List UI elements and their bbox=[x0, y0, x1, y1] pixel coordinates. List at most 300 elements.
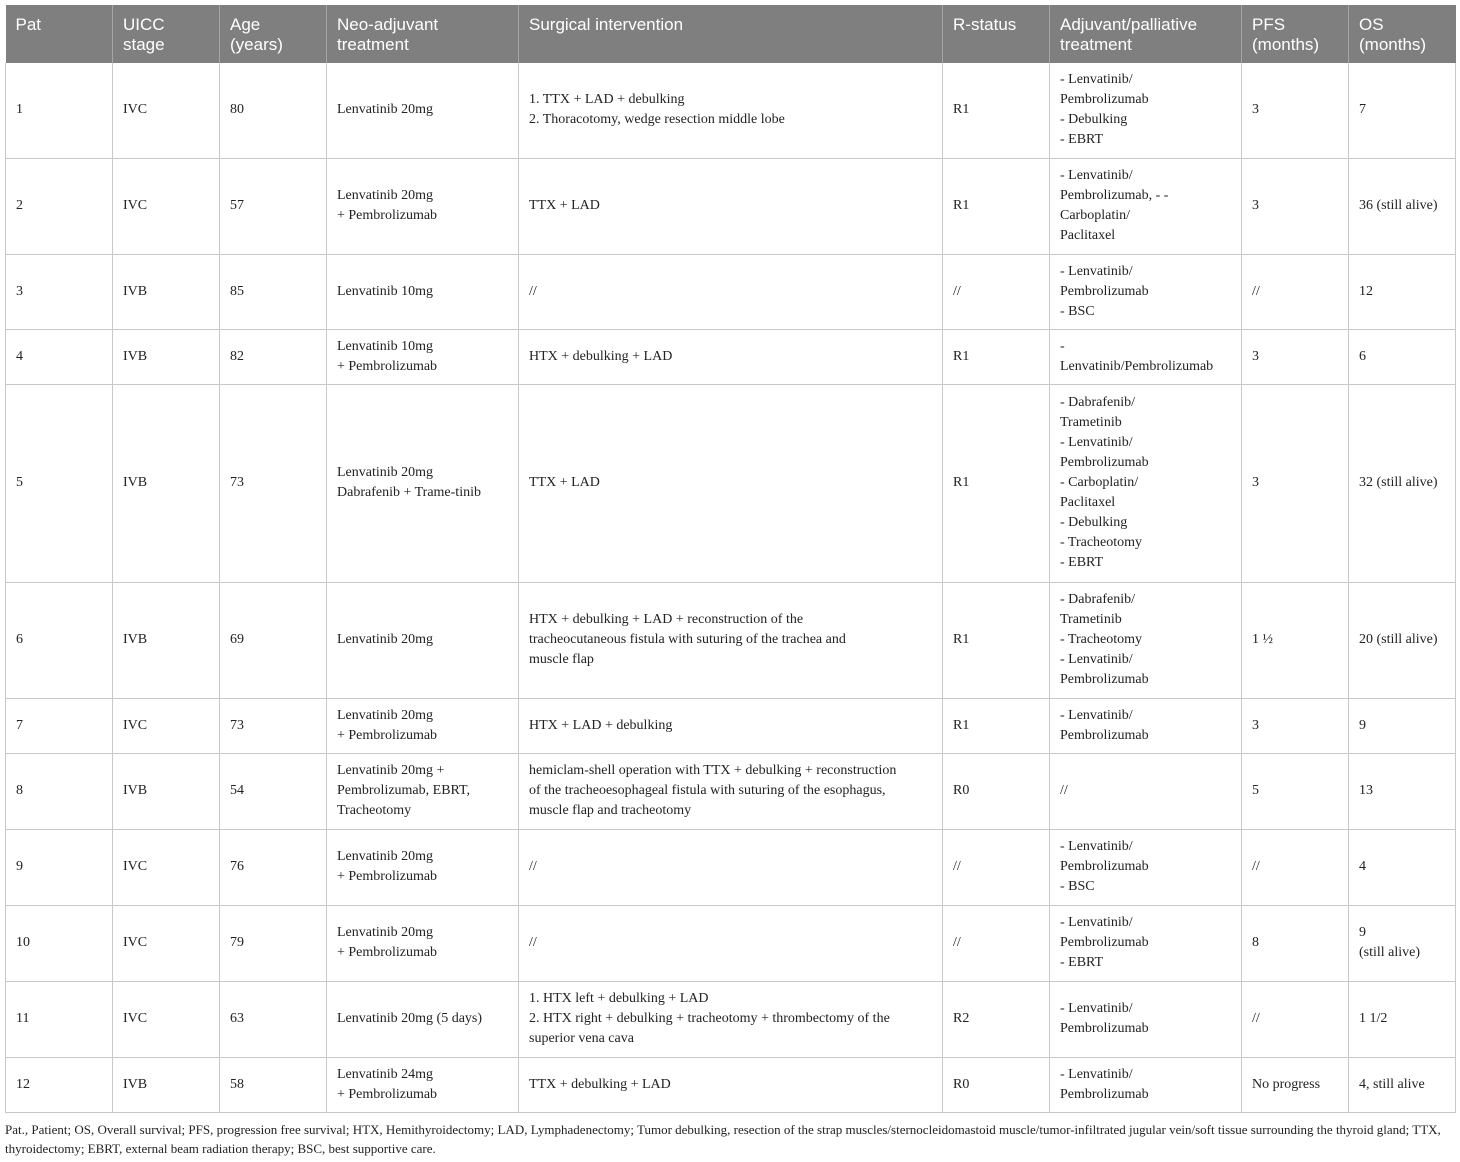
table-cell bbox=[1349, 1057, 1456, 1112]
cell-text: IVC bbox=[123, 102, 148, 118]
cell-text: // bbox=[529, 859, 537, 874]
cell-text: - Lenvatinib/ bbox=[1060, 707, 1133, 723]
table-cell bbox=[1349, 384, 1456, 582]
cell-text: // bbox=[529, 935, 537, 950]
cell-text: (still alive) bbox=[1359, 945, 1421, 960]
table-cell bbox=[327, 1057, 519, 1112]
header-text: R-status bbox=[953, 15, 1017, 34]
table-cell bbox=[6, 384, 113, 582]
table-cell bbox=[1349, 981, 1456, 1057]
cell-text: - Debulking bbox=[1060, 515, 1128, 530]
cell-text: Dabrafenib + Trame-tinib bbox=[337, 485, 481, 500]
cell-text: - BSC bbox=[1060, 879, 1095, 894]
cell-text: HTX + debulking + LAD + reconstruction of the bbox=[529, 612, 804, 627]
table-cell bbox=[1349, 698, 1456, 753]
table-cell bbox=[943, 698, 1050, 753]
cell-text: 9 bbox=[1359, 925, 1366, 940]
header-text: (months) bbox=[1252, 35, 1320, 54]
table-cell bbox=[1242, 158, 1349, 254]
cell-text: 11 bbox=[16, 1011, 30, 1026]
cell-text: 7 bbox=[16, 717, 23, 733]
cell-text: Lenvatinib 20mg bbox=[337, 465, 434, 480]
table-cell bbox=[113, 829, 220, 905]
table-cell bbox=[1349, 158, 1456, 254]
table-cell bbox=[220, 384, 327, 582]
table-cell bbox=[519, 753, 943, 829]
cell-text: - Lenvatinib/ bbox=[1060, 435, 1133, 450]
table-cell bbox=[1050, 1057, 1242, 1112]
cell-text: - Lenvatinib/ bbox=[1060, 72, 1133, 88]
table-cell bbox=[327, 63, 519, 158]
cell-text: IVB bbox=[123, 348, 148, 364]
cell-text: No progress bbox=[1252, 1076, 1321, 1092]
cell-text: 3 bbox=[1252, 717, 1259, 733]
table-cell bbox=[519, 254, 943, 329]
table-cell bbox=[1050, 905, 1242, 981]
table-cell bbox=[1242, 384, 1349, 582]
cell-text: 36 (still alive) bbox=[1359, 198, 1438, 213]
cell-text: // bbox=[953, 859, 961, 874]
table-cell bbox=[6, 753, 113, 829]
cell-text: R1 bbox=[953, 475, 970, 490]
patient-table bbox=[5, 5, 1456, 1113]
cell-text: Lenvatinib 10mg bbox=[337, 338, 434, 354]
table-cell bbox=[113, 582, 220, 698]
cell-text: tracheocutaneous fistula with suturing of the trachea and bbox=[529, 632, 846, 647]
table-cell bbox=[943, 1057, 1050, 1112]
table-cell bbox=[1349, 905, 1456, 981]
cell-text: hemiclam-shell operation with TTX + debulking + reconstruction bbox=[529, 763, 897, 778]
table-cell bbox=[1242, 905, 1349, 981]
cell-text: Pembrolizumab bbox=[1060, 727, 1149, 743]
cell-text: IVC bbox=[123, 1011, 148, 1026]
table-cell bbox=[113, 384, 220, 582]
cell-text: Pembrolizumab bbox=[1060, 672, 1149, 687]
cell-text: - Tracheotomy bbox=[1060, 632, 1143, 647]
cell-text: 1. TTX + LAD + debulking bbox=[529, 92, 685, 108]
table-row bbox=[6, 829, 1456, 905]
header-text: treatment bbox=[1060, 35, 1132, 54]
header-text: PFS bbox=[1252, 15, 1286, 34]
table-cell bbox=[113, 329, 220, 384]
table-cell bbox=[220, 1057, 327, 1112]
cell-text: Lenvatinib 20mg bbox=[337, 925, 434, 940]
cell-text: Lenvatinib/Pembrolizumab bbox=[1060, 358, 1214, 374]
cell-text: Lenvatinib 20mg bbox=[337, 632, 434, 647]
cell-text: Tracheotomy bbox=[337, 803, 412, 818]
cell-text: - Tracheotomy bbox=[1060, 535, 1143, 550]
cell-text: TTX + LAD bbox=[529, 475, 600, 490]
table-cell bbox=[220, 254, 327, 329]
table-cell bbox=[943, 384, 1050, 582]
cell-text: 12 bbox=[1359, 283, 1373, 299]
cell-text: 4 bbox=[16, 348, 23, 364]
column-header bbox=[113, 5, 220, 63]
cell-text: - Dabrafenib/ bbox=[1060, 395, 1136, 410]
cell-text: 58 bbox=[230, 1076, 244, 1092]
cell-text: 8 bbox=[16, 783, 23, 798]
table-cell bbox=[519, 829, 943, 905]
table-cell bbox=[327, 158, 519, 254]
cell-text: - Lenvatinib/ bbox=[1060, 839, 1133, 854]
cell-text: Pembrolizumab bbox=[1060, 455, 1149, 470]
table-cell bbox=[1050, 582, 1242, 698]
cell-text: 73 bbox=[230, 475, 244, 490]
column-header bbox=[220, 5, 327, 63]
cell-text: Lenvatinib 20mg bbox=[337, 102, 434, 118]
table-cell bbox=[1050, 158, 1242, 254]
table-cell bbox=[1349, 829, 1456, 905]
table-cell bbox=[943, 582, 1050, 698]
table-cell bbox=[1242, 698, 1349, 753]
table-cell bbox=[1050, 254, 1242, 329]
cell-text: // bbox=[953, 283, 961, 299]
cell-text: Lenvatinib 10mg bbox=[337, 283, 434, 299]
cell-text: - EBRT bbox=[1060, 555, 1104, 570]
cell-text: R1 bbox=[953, 102, 970, 118]
column-header bbox=[519, 5, 943, 63]
table-row bbox=[6, 1057, 1456, 1112]
cell-text: + Pembrolizumab bbox=[337, 727, 438, 743]
cell-text: - Lenvatinib/ bbox=[1060, 915, 1133, 930]
cell-text: // bbox=[1060, 783, 1068, 798]
table-cell bbox=[1242, 254, 1349, 329]
table-cell bbox=[6, 1057, 113, 1112]
header-row bbox=[6, 5, 1456, 63]
table-cell bbox=[1242, 753, 1349, 829]
table-body bbox=[6, 63, 1456, 1112]
cell-text: // bbox=[1252, 1011, 1260, 1026]
table-cell bbox=[113, 254, 220, 329]
table-cell bbox=[1242, 829, 1349, 905]
table-cell bbox=[6, 698, 113, 753]
table-footnote: Pat., Patient; OS, Overall survival; PFS, progression free survival; HTX, Hemithyroidectomy; LAD, Lymphadenectomy; Tumor debulking, resection of the strap muscles/sternocleidomastoid muscle/tumor-infiltrated jugular vein/soft tissue surrounding the thyroid gland; TTX, thyroidectomy; EBRT, external beam radiation therapy; BSC, best supportive care. bbox=[5, 1122, 1441, 1156]
cell-text: 9 bbox=[16, 859, 23, 874]
cell-text: Lenvatinib 20mg bbox=[337, 707, 434, 723]
table-row bbox=[6, 254, 1456, 329]
cell-text: Carboplatin/ bbox=[1060, 208, 1130, 223]
cell-text: 3 bbox=[1252, 198, 1259, 213]
column-header bbox=[1242, 5, 1349, 63]
cell-text: 82 bbox=[230, 348, 244, 364]
cell-text: Lenvatinib 24mg bbox=[337, 1066, 434, 1082]
cell-text: 9 bbox=[1359, 717, 1366, 733]
cell-text: Lenvatinib 20mg bbox=[337, 188, 434, 203]
table-cell bbox=[1242, 582, 1349, 698]
cell-text: 2 bbox=[16, 198, 23, 213]
cell-text: 85 bbox=[230, 283, 244, 299]
cell-text: - Dabrafenib/ bbox=[1060, 592, 1136, 607]
cell-text: Pembrolizumab, EBRT, bbox=[337, 783, 471, 798]
cell-text: Pembrolizumab bbox=[1060, 1021, 1149, 1036]
cell-text: 76 bbox=[230, 859, 244, 874]
cell-text: IVC bbox=[123, 935, 148, 950]
cell-text: HTX + debulking + LAD bbox=[529, 348, 673, 364]
header-text: treatment bbox=[337, 35, 409, 54]
cell-text: R1 bbox=[953, 717, 970, 733]
table-cell bbox=[519, 63, 943, 158]
table-row bbox=[6, 329, 1456, 384]
cell-text: // bbox=[529, 283, 537, 299]
cell-text: 63 bbox=[230, 1011, 244, 1026]
table-cell bbox=[220, 753, 327, 829]
header-text: Pat bbox=[15, 15, 42, 34]
cell-text: 10 bbox=[16, 935, 30, 950]
cell-text: 1 bbox=[16, 102, 23, 118]
table-cell bbox=[519, 582, 943, 698]
cell-text: 73 bbox=[230, 717, 244, 733]
table-row bbox=[6, 753, 1456, 829]
table-cell bbox=[943, 905, 1050, 981]
table-cell bbox=[327, 384, 519, 582]
cell-text: Trametinib bbox=[1060, 415, 1122, 430]
cell-text: - Lenvatinib/ bbox=[1060, 168, 1133, 183]
cell-text: - EBRT bbox=[1060, 132, 1104, 148]
cell-text: 3 bbox=[1252, 475, 1259, 490]
table-cell bbox=[943, 829, 1050, 905]
cell-text: 1 1/2 bbox=[1359, 1011, 1388, 1026]
header-text: (months) bbox=[1359, 35, 1427, 54]
cell-text: 3 bbox=[16, 283, 23, 299]
cell-text: - bbox=[1060, 338, 1065, 354]
table-row bbox=[6, 158, 1456, 254]
table-cell bbox=[1349, 329, 1456, 384]
table-cell bbox=[6, 905, 113, 981]
table-cell bbox=[519, 384, 943, 582]
column-header bbox=[327, 5, 519, 63]
table-cell bbox=[6, 582, 113, 698]
cell-text: + Pembrolizumab bbox=[337, 945, 438, 960]
table-cell bbox=[113, 981, 220, 1057]
table-cell bbox=[1242, 981, 1349, 1057]
table-cell bbox=[6, 329, 113, 384]
table-cell bbox=[220, 698, 327, 753]
table-cell bbox=[519, 329, 943, 384]
cell-text: 5 bbox=[16, 475, 23, 490]
table-row bbox=[6, 63, 1456, 158]
header-text: Surgical intervention bbox=[529, 15, 684, 34]
table-cell bbox=[327, 829, 519, 905]
cell-text: + Pembrolizumab bbox=[337, 869, 438, 884]
cell-text: 20 (still alive) bbox=[1359, 632, 1438, 647]
cell-text: // bbox=[1252, 859, 1260, 874]
cell-text: - Debulking bbox=[1060, 112, 1128, 128]
cell-text: - Lenvatinib/ bbox=[1060, 652, 1133, 667]
cell-text: R0 bbox=[953, 1076, 970, 1092]
cell-text: 3 bbox=[1252, 348, 1259, 364]
cell-text: - Lenvatinib/ bbox=[1060, 263, 1133, 279]
table-cell bbox=[943, 329, 1050, 384]
cell-text: R1 bbox=[953, 198, 970, 213]
table-cell bbox=[6, 981, 113, 1057]
cell-text: Pembrolizumab bbox=[1060, 935, 1149, 950]
table-cell bbox=[1050, 698, 1242, 753]
header-text: stage bbox=[123, 35, 165, 54]
header-text: Neo-adjuvant bbox=[337, 15, 439, 34]
table-cell bbox=[6, 63, 113, 158]
table-row bbox=[6, 582, 1456, 698]
cell-text: muscle flap bbox=[529, 652, 594, 667]
table-cell bbox=[220, 829, 327, 905]
cell-text: Lenvatinib 20mg + bbox=[337, 763, 445, 778]
table-cell bbox=[220, 158, 327, 254]
cell-text: 8 bbox=[1252, 935, 1259, 950]
table-cell bbox=[327, 329, 519, 384]
table-cell bbox=[943, 158, 1050, 254]
cell-text: 1. HTX left + debulking + LAD bbox=[529, 991, 709, 1006]
table-row bbox=[6, 905, 1456, 981]
cell-text: Paclitaxel bbox=[1060, 495, 1116, 510]
table-cell bbox=[220, 981, 327, 1057]
cell-text: 2. Thoracotomy, wedge resection middle lobe bbox=[529, 112, 785, 128]
cell-text: IVB bbox=[123, 632, 148, 647]
table-cell bbox=[327, 698, 519, 753]
cell-text: 5 bbox=[1252, 783, 1259, 798]
table-cell bbox=[1050, 63, 1242, 158]
cell-text: 1 ½ bbox=[1252, 632, 1273, 647]
table-cell bbox=[519, 158, 943, 254]
table-cell bbox=[519, 1057, 943, 1112]
cell-text: R0 bbox=[953, 783, 970, 798]
cell-text: 57 bbox=[230, 198, 244, 213]
table-cell bbox=[113, 753, 220, 829]
cell-text: R1 bbox=[953, 632, 970, 647]
header-text: Adjuvant/palliative bbox=[1060, 15, 1198, 34]
cell-text: Paclitaxel bbox=[1060, 228, 1116, 243]
table-cell bbox=[1349, 753, 1456, 829]
column-header bbox=[1050, 5, 1242, 63]
header-text: (years) bbox=[230, 35, 283, 54]
table-cell bbox=[1242, 63, 1349, 158]
table-row bbox=[6, 981, 1456, 1057]
cell-text: // bbox=[1252, 283, 1260, 299]
cell-text: HTX + LAD + debulking bbox=[529, 717, 673, 733]
cell-text: 12 bbox=[16, 1076, 30, 1092]
cell-text: + Pembrolizumab bbox=[337, 208, 438, 223]
table-cell bbox=[519, 981, 943, 1057]
table-cell bbox=[220, 329, 327, 384]
table-cell bbox=[220, 582, 327, 698]
header-text: Age bbox=[230, 15, 261, 34]
cell-text: 32 (still alive) bbox=[1359, 475, 1438, 490]
table-cell bbox=[220, 905, 327, 981]
cell-text: 7 bbox=[1359, 102, 1366, 118]
table-cell bbox=[6, 829, 113, 905]
cell-text: 79 bbox=[230, 935, 244, 950]
table-cell bbox=[1349, 63, 1456, 158]
table-cell bbox=[327, 753, 519, 829]
table-cell bbox=[1050, 753, 1242, 829]
table-cell bbox=[1050, 329, 1242, 384]
table-cell bbox=[6, 254, 113, 329]
cell-text: IVB bbox=[123, 475, 148, 490]
column-header bbox=[943, 5, 1050, 63]
table-cell bbox=[519, 905, 943, 981]
cell-text: Pembrolizumab bbox=[1060, 1086, 1149, 1102]
cell-text: 13 bbox=[1359, 783, 1373, 798]
cell-text: R1 bbox=[953, 348, 970, 364]
table-cell bbox=[943, 254, 1050, 329]
cell-text: superior vena cava bbox=[529, 1031, 634, 1046]
cell-text: of the tracheoesophageal fistula with suturing of the esophagus, bbox=[529, 783, 886, 798]
column-header bbox=[1349, 5, 1456, 63]
table-cell bbox=[1242, 329, 1349, 384]
cell-text: R2 bbox=[953, 1011, 970, 1026]
cell-text: Pembrolizumab bbox=[1060, 92, 1149, 108]
table-cell bbox=[1349, 582, 1456, 698]
table-cell bbox=[113, 63, 220, 158]
table-row bbox=[6, 384, 1456, 582]
table-cell bbox=[1050, 384, 1242, 582]
cell-text: 54 bbox=[230, 783, 244, 798]
table-cell bbox=[327, 981, 519, 1057]
cell-text: Pembrolizumab bbox=[1060, 859, 1149, 874]
cell-text: Pembrolizumab bbox=[1060, 283, 1149, 299]
table-cell bbox=[1349, 254, 1456, 329]
cell-text: + Pembrolizumab bbox=[337, 1086, 438, 1102]
cell-text: // bbox=[953, 935, 961, 950]
cell-text: 3 bbox=[1252, 102, 1259, 118]
cell-text: IVB bbox=[123, 783, 148, 798]
cell-text: 69 bbox=[230, 632, 244, 647]
table-cell bbox=[943, 753, 1050, 829]
table-cell bbox=[327, 905, 519, 981]
cell-text: - BSC bbox=[1060, 303, 1095, 319]
cell-text: 4, still alive bbox=[1359, 1076, 1425, 1092]
table-row bbox=[6, 698, 1456, 753]
table-cell bbox=[6, 158, 113, 254]
table-cell bbox=[113, 698, 220, 753]
table-cell bbox=[220, 63, 327, 158]
cell-text: IVB bbox=[123, 283, 148, 299]
cell-text: muscle flap and tracheotomy bbox=[529, 803, 692, 818]
cell-text: 80 bbox=[230, 102, 244, 118]
header-text: OS bbox=[1359, 15, 1384, 34]
cell-text: Lenvatinib 20mg bbox=[337, 849, 434, 864]
table-cell bbox=[943, 981, 1050, 1057]
cell-text: - Lenvatinib/ bbox=[1060, 1066, 1133, 1082]
cell-text: IVC bbox=[123, 198, 148, 213]
cell-text: 6 bbox=[16, 632, 23, 647]
table-container bbox=[5, 5, 1455, 1113]
header-text: UICC bbox=[123, 15, 165, 34]
column-header bbox=[6, 5, 113, 63]
cell-text: - Carboplatin/ bbox=[1060, 475, 1139, 490]
table-cell bbox=[1242, 1057, 1349, 1112]
table-cell bbox=[519, 698, 943, 753]
cell-text: - Lenvatinib/ bbox=[1060, 1001, 1133, 1016]
cell-text: Pembrolizumab, - - bbox=[1060, 188, 1169, 203]
cell-text: IVB bbox=[123, 1076, 148, 1092]
cell-text: IVC bbox=[123, 859, 148, 874]
table-cell bbox=[327, 254, 519, 329]
cell-text: TTX + debulking + LAD bbox=[529, 1076, 671, 1092]
cell-text: Trametinib bbox=[1060, 612, 1122, 627]
cell-text: 4 bbox=[1359, 859, 1366, 874]
cell-text: TTX + LAD bbox=[529, 198, 600, 213]
table-cell bbox=[943, 63, 1050, 158]
cell-text: IVC bbox=[123, 717, 148, 733]
cell-text: 6 bbox=[1359, 348, 1366, 364]
table-cell bbox=[1050, 981, 1242, 1057]
table-cell bbox=[1050, 829, 1242, 905]
cell-text: - EBRT bbox=[1060, 955, 1104, 970]
cell-text: Lenvatinib 20mg (5 days) bbox=[337, 1011, 483, 1026]
cell-text: 2. HTX right + debulking + tracheotomy + thrombectomy of the bbox=[529, 1011, 890, 1026]
cell-text: + Pembrolizumab bbox=[337, 358, 438, 374]
table-cell bbox=[113, 158, 220, 254]
table-cell bbox=[113, 905, 220, 981]
